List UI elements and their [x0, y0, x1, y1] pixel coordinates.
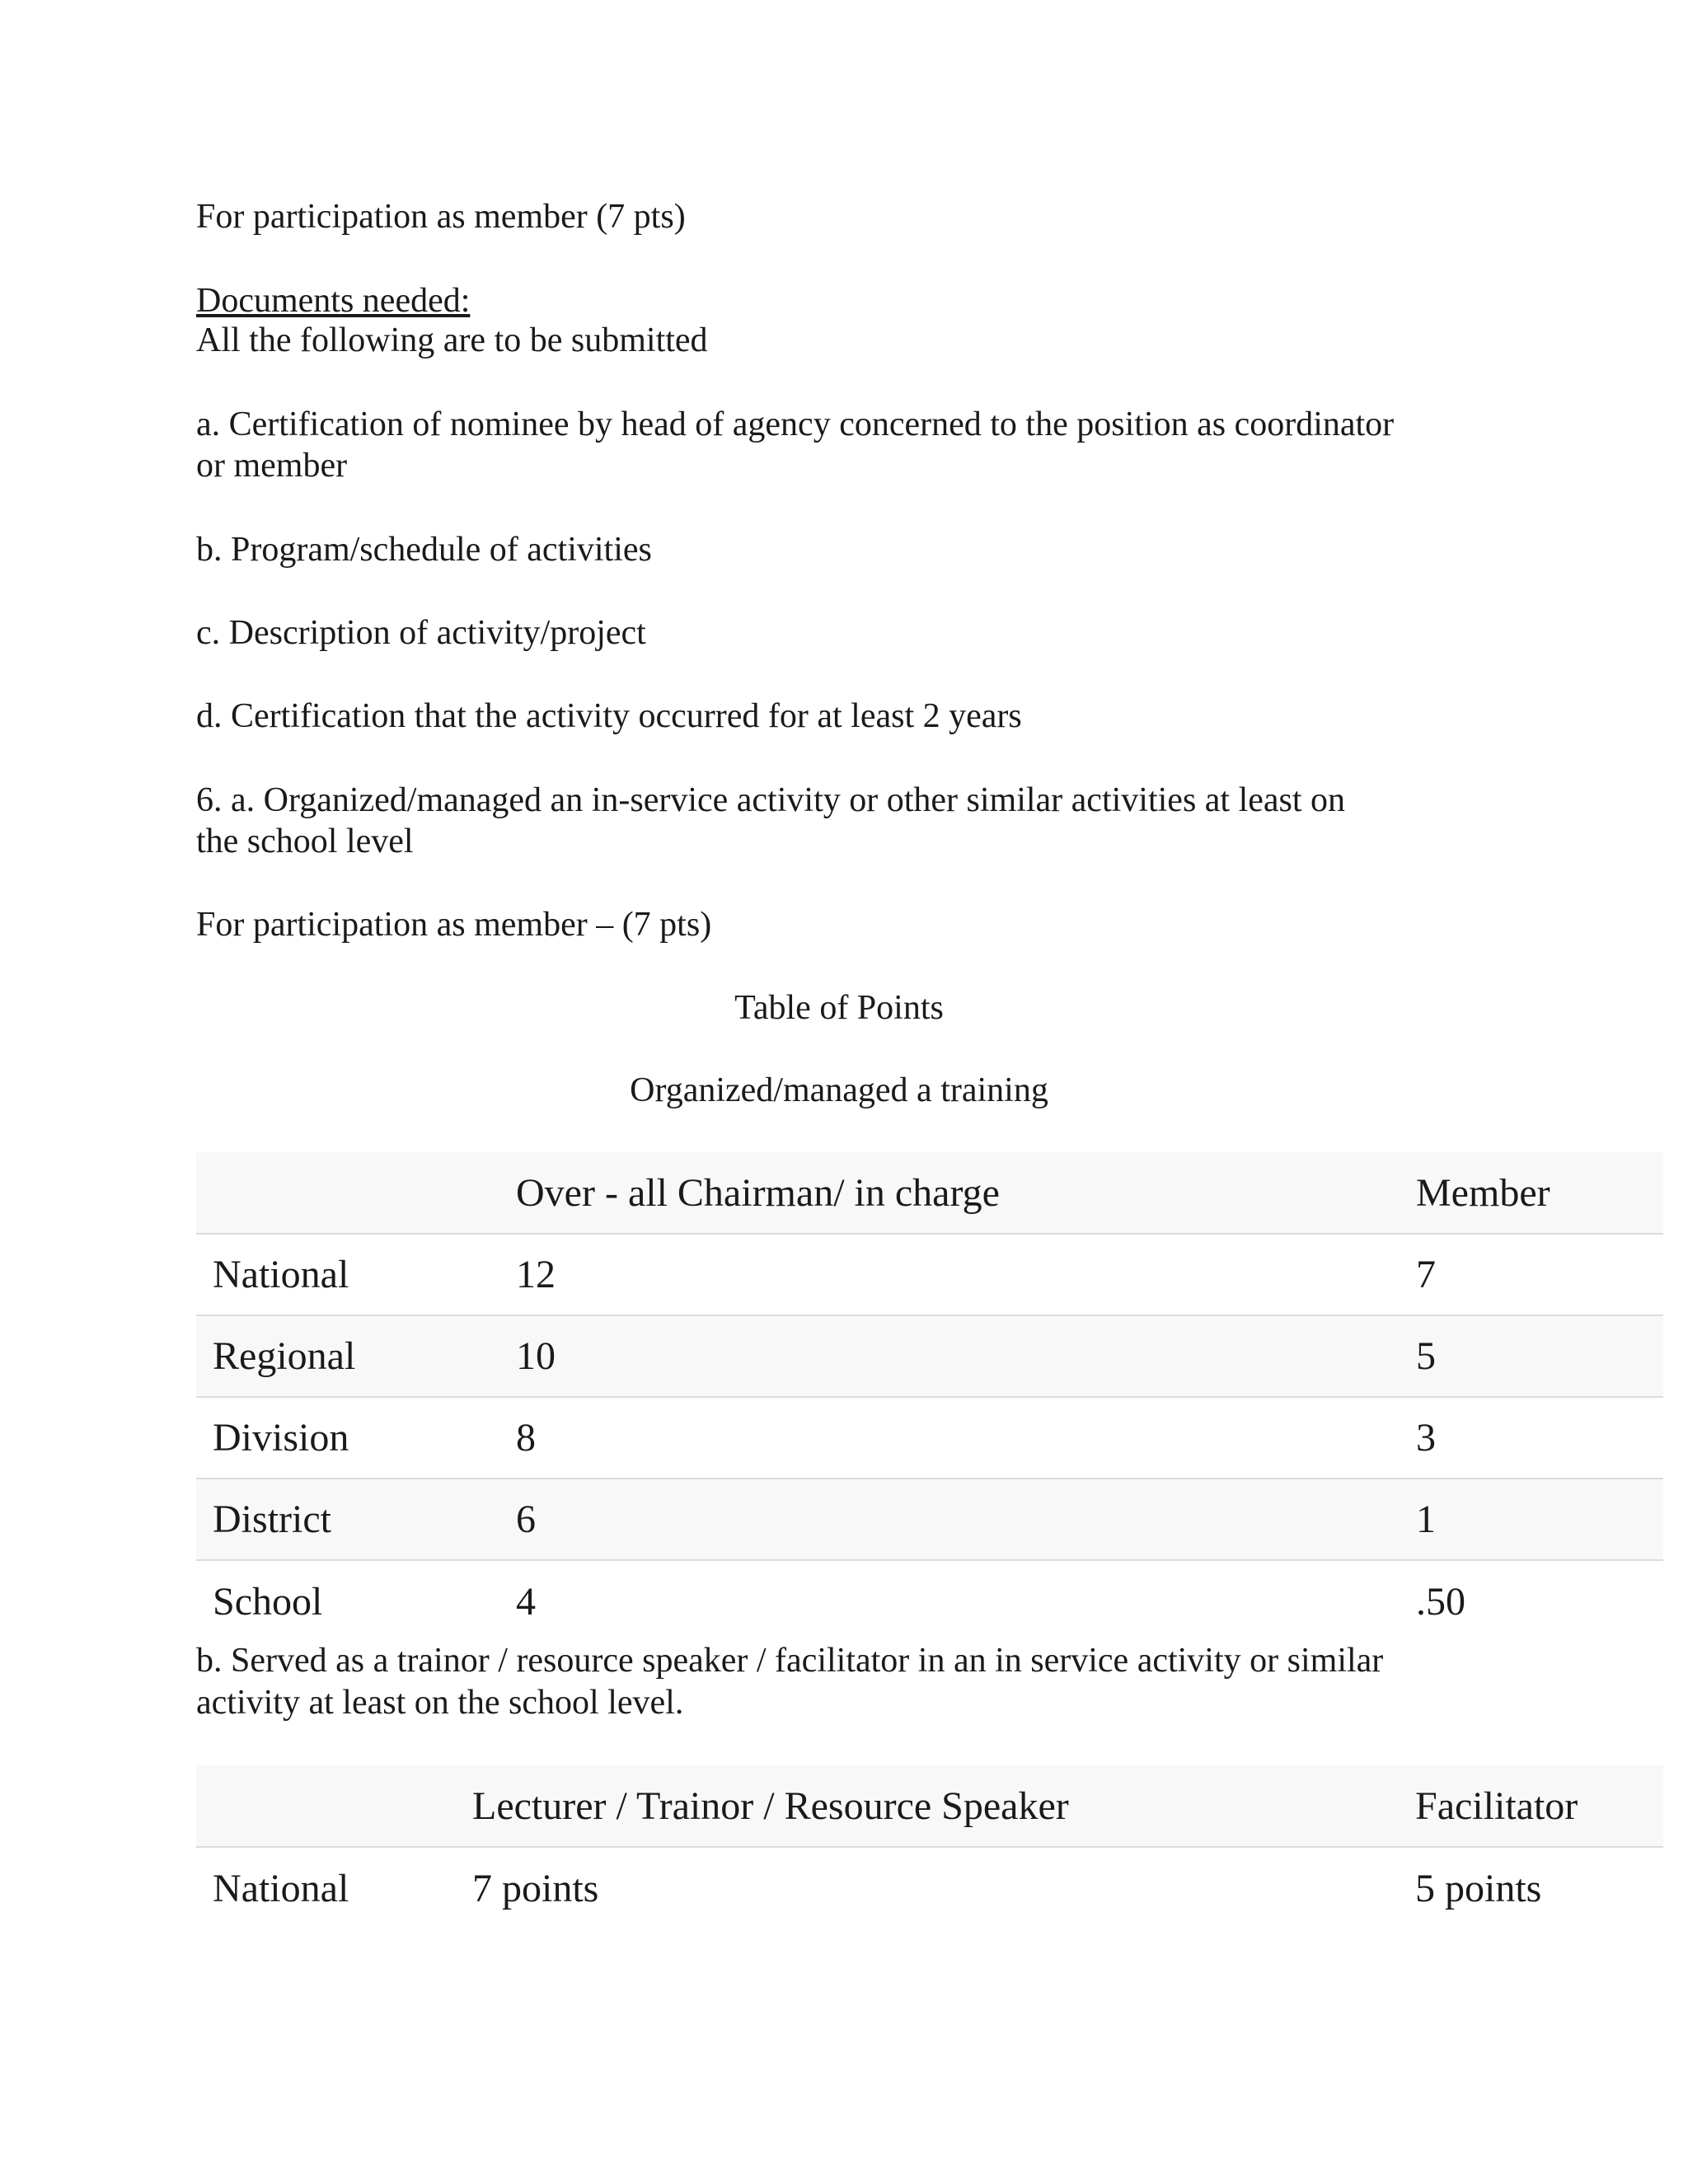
- table-row: [196, 1479, 1663, 1560]
- table-row: [196, 1234, 1663, 1315]
- table-header-cell: Over - all Chairman/ in charge: [499, 1152, 1400, 1234]
- table-subtitle: Organized/managed a training: [630, 1071, 1048, 1109]
- documents-intro: All the following are to be submitted: [196, 321, 708, 359]
- table-row: [196, 1397, 1663, 1479]
- table-header-cell: Member: [1400, 1152, 1663, 1234]
- table-header-cell: Lecturer / Trainor / Resource Speaker: [456, 1765, 1399, 1847]
- item-a-line1: a. Certification of nominee by head of agency concerned to the position as coordinator: [196, 405, 1395, 443]
- table-cell-level: National: [213, 1866, 349, 1910]
- item-6a-line1: 6. a. Organized/managed an in-service activity or other similar activities at least on: [196, 781, 1346, 819]
- table-cell-member: 3: [1400, 1397, 1663, 1479]
- participation-text-2: For participation as member – (7 pts): [196, 906, 712, 944]
- table-header-cell: [196, 1765, 456, 1847]
- table-cell-chairman: 10: [499, 1315, 1400, 1397]
- points-table-training: [196, 1152, 1663, 1642]
- table-header-row: [196, 1765, 1663, 1847]
- item-6a-line2: the school level: [196, 823, 414, 860]
- item-a-line2: or member: [196, 447, 348, 485]
- table-cell-facilitator: 5 points: [1415, 1866, 1542, 1910]
- participation-text: For participation as member (7 pts): [196, 198, 686, 236]
- item-d: d. Certification that the activity occurred for at least 2 years: [196, 697, 1022, 735]
- table-cell-lecturer: 7 points: [472, 1866, 599, 1910]
- table-cell-member: 1: [1400, 1479, 1663, 1560]
- item-b2-line1: b. Served as a trainor / resource speaker / facilitator in an in service activity or similar: [196, 1642, 1384, 1680]
- table-cell-level: Division: [196, 1397, 499, 1479]
- item-b2-line2: activity at least on the school level.: [196, 1684, 684, 1722]
- documents-heading: Documents needed:: [196, 282, 471, 320]
- table-cell-chairman: 8: [499, 1397, 1400, 1479]
- item-c: c. Description of activity/project: [196, 614, 646, 652]
- table-cell-member: 7: [1400, 1234, 1663, 1315]
- table-title: Table of Points: [734, 989, 944, 1027]
- item-b: b. Program/schedule of activities: [196, 531, 652, 569]
- table-cell-level: Regional: [196, 1315, 499, 1397]
- table-header-cell: [196, 1152, 499, 1234]
- table-cell-member: 5: [1400, 1315, 1663, 1397]
- document-page: [196, 0, 1688, 2184]
- table-cell-level: School: [213, 1579, 323, 1624]
- table-cell-chairman: 6: [499, 1479, 1400, 1560]
- table-cell-level: National: [196, 1234, 499, 1315]
- table-cell-chairman: 4: [516, 1579, 536, 1624]
- table-row: [196, 1560, 1663, 1642]
- table-cell-chairman: 12: [499, 1234, 1400, 1315]
- table-row: [196, 1315, 1663, 1397]
- table-cell-member: .50: [1416, 1579, 1465, 1624]
- table-header-row: [196, 1152, 1663, 1234]
- table-header-cell: Facilitator: [1399, 1765, 1663, 1847]
- table-cell-level: District: [196, 1479, 499, 1560]
- table-row: [196, 1847, 1663, 1929]
- points-table-speaker: [196, 1765, 1663, 1929]
